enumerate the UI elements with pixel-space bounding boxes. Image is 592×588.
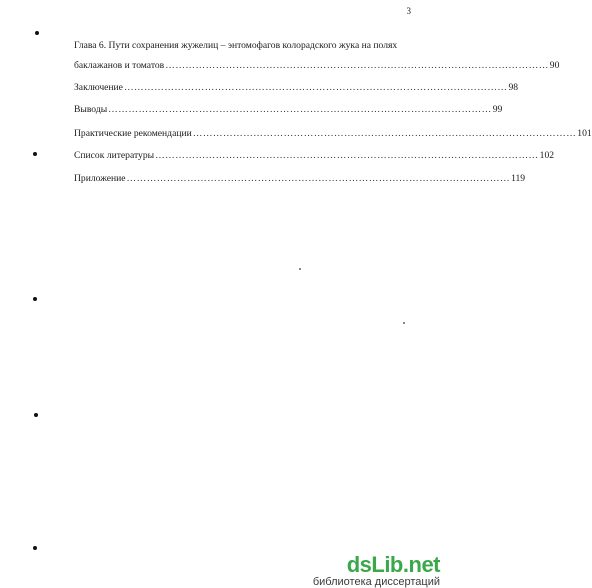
toc-entry-references [74, 150, 555, 162]
page-number: 3 [406, 6, 411, 16]
logo-part-dot: . [402, 552, 409, 577]
toc-entry-findings [74, 104, 503, 116]
toc-entry-label: Выводы [74, 104, 108, 115]
toc-leader-dots: …………………………………………………………………………………………………… [192, 128, 577, 139]
logo-part-net: net [408, 552, 440, 577]
toc-entry-label: Заключение [74, 82, 123, 93]
toc-entry-label: Приложение [74, 173, 126, 184]
toc-entry-page: 119 [511, 173, 526, 184]
toc-entry-page: 90 [549, 60, 560, 71]
toc-entry-page: 99 [492, 104, 503, 115]
toc-leader-dots: …………………………………………………………………………………………………… [123, 82, 508, 93]
toc-entry-recommendations [74, 128, 592, 140]
toc-entry-appendix [74, 173, 526, 185]
binding-hole-mark [35, 31, 39, 35]
binding-hole-mark [33, 152, 37, 156]
scan-speck [403, 322, 405, 324]
toc-leader-dots: …………………………………………………………………………………………………… [126, 173, 511, 184]
toc-leader-dots: …………………………………………………………………………………………………… [165, 60, 549, 71]
binding-hole-mark [33, 546, 37, 550]
toc-entry-chapter-6-title [74, 40, 397, 52]
binding-hole-mark [33, 297, 37, 301]
logo-part-ds: ds [346, 552, 372, 577]
logo-part-lib: Lib [371, 552, 403, 577]
toc-entry-label: Практические рекомендации [74, 128, 192, 139]
watermark-caption: библиотека диссертаций [312, 576, 440, 588]
dslib-watermark [312, 552, 440, 588]
toc-entry-page: 102 [539, 150, 555, 161]
toc-entry-label: баклажанов и томатов [74, 60, 165, 71]
toc-entry-chapter-6 [74, 60, 560, 72]
binding-hole-mark [34, 413, 38, 417]
dslib-logo [347, 554, 440, 576]
scan-speck [299, 268, 301, 270]
toc-entry-page: 98 [508, 82, 519, 93]
toc-entry-label: Глава 6. Пути сохранения жужелиц – энтомофагов колорадского жука на полях [74, 40, 398, 51]
toc-leader-dots: …………………………………………………………………………………………………… [108, 104, 492, 115]
toc-leader-dots: …………………………………………………………………………………………………… [155, 150, 539, 161]
toc-entry-label: Список литературы [74, 150, 155, 161]
toc-entry-conclusion [74, 82, 519, 94]
toc-entry-page: 101 [577, 128, 592, 139]
